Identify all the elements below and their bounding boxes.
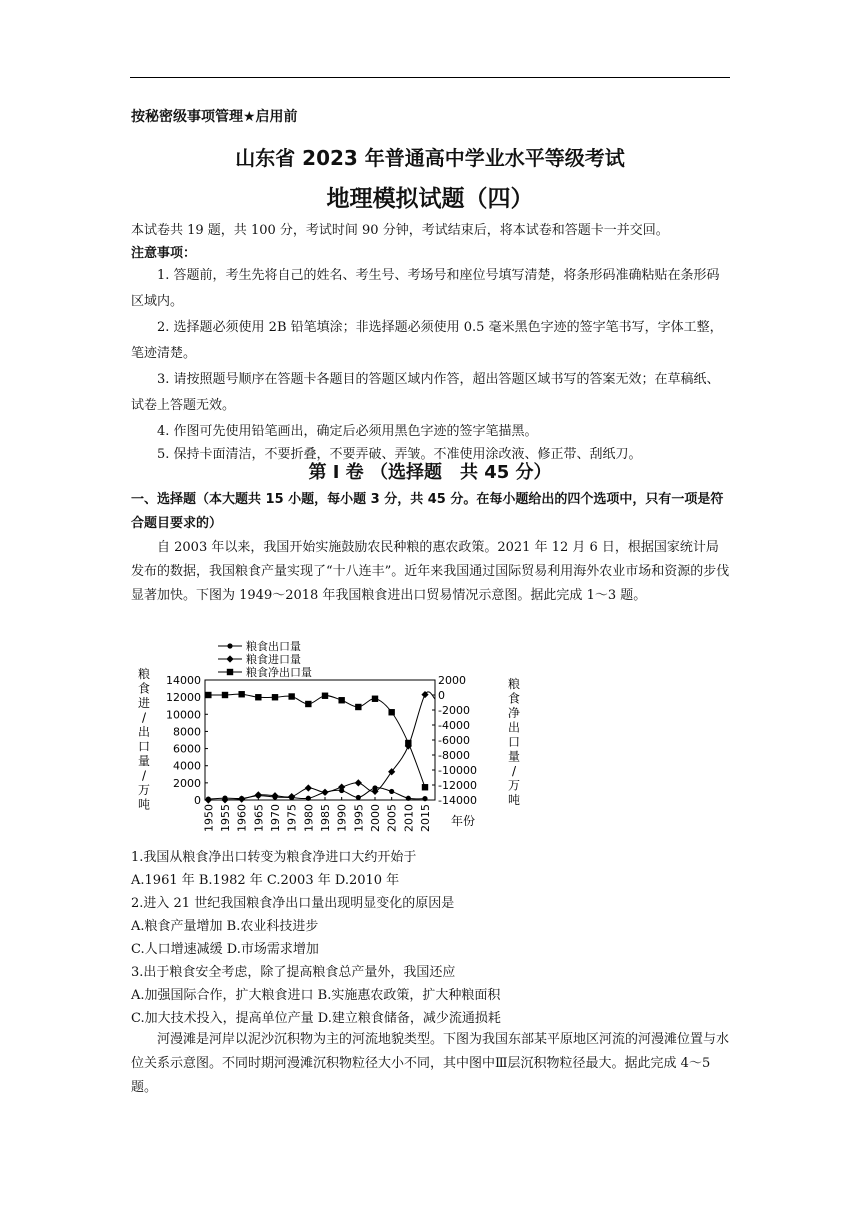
data-point [405, 740, 411, 746]
section-heading: 一、选择题（本大题共 15 小题，每小题 3 分，共 45 分。在每小题给出的四个选项中，只有一项是符合题目要求的） [131, 492, 724, 531]
secret-label: 按秘密级事项管理★启用前 [131, 109, 298, 125]
question-2-options-cd: C.人口增速减缓 D.市场需求增加 [131, 942, 319, 957]
data-point [272, 694, 278, 700]
notice-item: 3. 请按照题号顺序在答题卡各题目的答题区域内作答，超出答题区域书写的答案无效；在草稿纸、试卷上答题无效。 [131, 372, 720, 413]
data-point [356, 795, 361, 800]
question-3: 3.出于粮食安全考虑，除了提高粮食总产量外，我国还应 [131, 965, 456, 980]
data-point [388, 709, 394, 715]
x-tick-label: 2005 [385, 804, 399, 832]
data-point [255, 694, 261, 700]
x-tick-label: 1980 [302, 804, 316, 832]
x-tick-label: 1950 [202, 804, 216, 832]
data-point [338, 784, 345, 791]
data-point [238, 796, 245, 803]
data-point [288, 793, 295, 800]
data-point [205, 692, 211, 698]
data-point [306, 796, 311, 801]
data-point [355, 779, 362, 786]
x-tick-label: 1970 [269, 804, 282, 832]
data-point [205, 796, 212, 803]
y-right-tick-label: 0 [438, 689, 445, 702]
x-tick-label: 2010 [402, 804, 416, 832]
exam-title: 山东省 2023 年普通高中学业水平等级考试 [235, 146, 625, 170]
question-3-options-cd: C.加大技术投入，提高单位产量 D.建立粮食储备，减少流通损耗 [131, 1011, 501, 1026]
data-point [305, 701, 311, 707]
data-point [406, 796, 411, 801]
x-tick-label: 1985 [319, 804, 332, 832]
y-left-tick-label: 10000 [166, 708, 201, 722]
y-left-tick-label: 14000 [166, 674, 201, 687]
y-right-axis-label: 粮食净出口量/万吨 [507, 677, 520, 807]
data-point [372, 696, 378, 702]
data-point [305, 784, 312, 791]
x-axis-label: 年份 [451, 814, 476, 828]
y-left-tick-label: 0 [194, 794, 201, 807]
data-point [238, 691, 244, 697]
legend-marker [227, 669, 233, 675]
x-tick-label: 2015 [419, 804, 432, 832]
data-point [255, 791, 262, 798]
data-point [222, 692, 228, 698]
data-point [288, 693, 294, 699]
y-left-tick-label: 8000 [173, 725, 201, 739]
y-right-tick-label: -14000 [438, 794, 477, 807]
section-title: 第 I 卷 （选择题 共 45 分） [308, 462, 552, 483]
notice-heading: 注意事项： [131, 246, 197, 261]
y-right-tick-label: -2000 [438, 704, 470, 717]
question-3-options-ab: A.加强国际合作，扩大粮食进口 B.实施惠农政策，扩大种粮面积 [131, 988, 501, 1003]
x-tick-label: 2000 [369, 804, 382, 832]
y-left-axis-label: 粮食进/出口量/万吨 [137, 667, 151, 812]
data-point [389, 789, 394, 794]
passage-2: 河漫滩是河岸以泥沙沉积物为主的河流地貌类型。下图为我国东部某平原地区河流的河漫滩位置与水位关系示意图。不同时期河漫滩沉积物粒径大小不同，其中图中Ⅲ层沉积物粒径最大。据此完成 4～5 题。 [131, 1032, 730, 1095]
notice-item: 2. 选择题必须使用 2B 铅笔填涂；非选择题必须使用 0.5 毫米黑色字迹的签字笔书写，字体工整，笔迹清楚。 [131, 320, 723, 361]
legend-marker [227, 643, 232, 648]
legend-entry: 粮食出口量 [246, 640, 301, 653]
y-right-tick-label: -6000 [438, 734, 470, 747]
intro-text: 本试卷共 19 题，共 100 分，考试时间 90 分钟，考试结束后，将本试卷和答题卡一并交回。 [131, 223, 669, 238]
passage-1: 自 2003 年以来，我国开始实施鼓励农民种粮的惠农政策。2021 年 12 月 6 日，根据国家统计局发布的数据，我国粮食产量实现了“十八连丰”。近年来我国通过国际贸易利用海外农业市场和资源的步伐显著加快。下图为 1949～2018 年我国粮食进出口贸易情况示意图。据此完成 1～3 题。 [131, 540, 730, 603]
y-right-tick-label: -12000 [438, 779, 477, 792]
data-point [321, 789, 328, 796]
series-line-1 [208, 692, 435, 800]
x-tick-label: 1975 [285, 804, 299, 832]
y-right-tick-label: -10000 [438, 764, 477, 777]
data-point [355, 704, 361, 710]
exam-subtitle: 地理模拟试题（四） [326, 186, 534, 212]
notice-item: 4. 作图可先使用铅笔画出，确定后必须用黑色字迹的签字笔描黑。 [157, 424, 538, 439]
x-tick-label: 1990 [335, 804, 349, 832]
question-1-options: A.1961 年 B.1982 年 C.2003 年 D.2010 年 [131, 873, 400, 888]
x-tick-label: 1960 [235, 804, 249, 832]
data-point [221, 796, 228, 803]
notice-item: 1. 答题前，考生先将自己的姓名、考生号、考场号和座位号填写清楚，将条形码准确粘贴在条形码区域内。 [131, 268, 720, 309]
grain-trade-chart [130, 636, 520, 836]
x-tick-label: 1965 [252, 804, 266, 832]
legend-entry: 粮食进口量 [246, 653, 301, 666]
data-point [422, 784, 428, 790]
legend-entry: 粮食净出口量 [246, 666, 312, 679]
y-right-tick-label: -4000 [438, 719, 470, 732]
data-point [271, 792, 278, 799]
y-left-tick-label: 4000 [173, 759, 201, 773]
y-left-tick-label: 12000 [166, 691, 201, 705]
question-2-options-ab: A.粮食产量增加 B.农业科技进步 [131, 919, 319, 934]
notice-item: 5. 保持卡面清洁，不要折叠，不要弄破、弄皱。不准使用涂改液、修正带、刮纸刀。 [157, 447, 642, 462]
y-right-tick-label: 2000 [438, 674, 466, 687]
data-point [422, 796, 427, 801]
x-tick-label: 1955 [219, 804, 232, 832]
y-right-tick-label: -8000 [438, 749, 470, 762]
legend-marker [226, 655, 233, 662]
y-left-tick-label: 6000 [173, 742, 201, 756]
data-point [322, 693, 328, 699]
data-point [338, 697, 344, 703]
question-2: 2.进入 21 世纪我国粮食净出口量出现明显变化的原因是 [131, 896, 455, 911]
x-tick-label: 1995 [352, 804, 366, 832]
header-rule [130, 77, 730, 78]
y-left-tick-label: 2000 [173, 776, 201, 790]
question-1: 1.我国从粮食净出口转变为粮食净进口大约开始于 [131, 850, 417, 865]
